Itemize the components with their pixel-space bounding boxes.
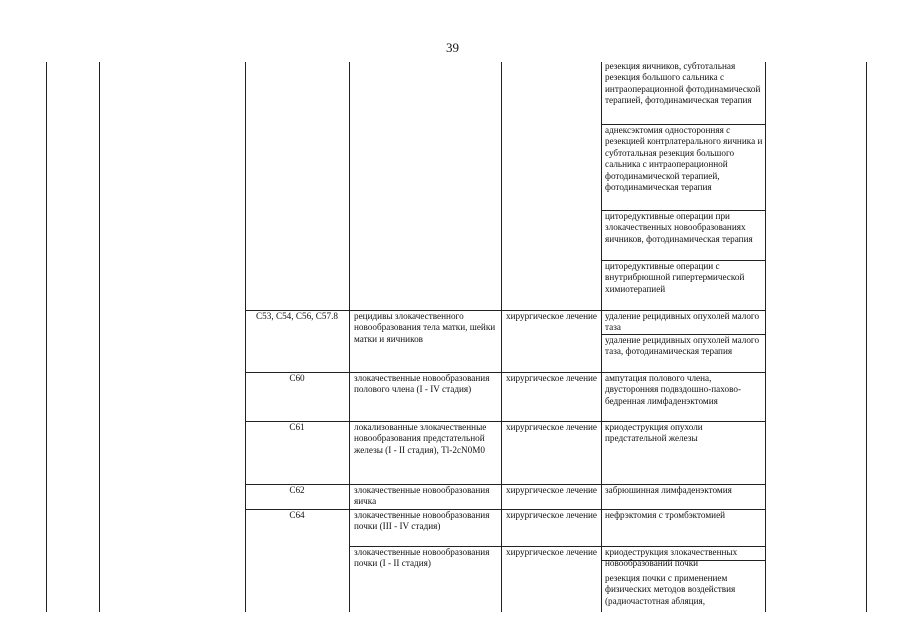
treatment-type-cell: хирургическое лечение: [506, 510, 597, 520]
diagnosis-cell: злокачественные новообразования полового члена (I - IV стадия): [354, 373, 490, 395]
treatment-type-cell: хирургическое лечение: [506, 422, 597, 432]
treatment-cell: резекция яичников, субтотальная резекция большого сальника с интраоперационной фотодинамической терапией, фотодинамическая терапия: [605, 61, 761, 106]
diagnosis-cell: злокачественные новообразования почки (I - II стадия): [354, 547, 490, 569]
treatment-cell: удаление рецидивных опухолей малого таза: [605, 311, 760, 333]
diagnosis-cell: злокачественные новообразования яичка: [354, 485, 490, 507]
code-cell: C62: [289, 485, 305, 495]
treatment-cell: забрюшинная лимфаденэктомия: [605, 485, 732, 495]
treatment-cell: аднексэктомия односторонняя с резекцией контрлатерального яичника и субтотальная резекция большого сальника с интраоперационной фотодинамической терапией, фотодинамическая терапия: [605, 125, 763, 193]
treatment-type-cell: хирургическое лечение: [506, 311, 597, 321]
treatment-cell: нефрэктомия с тромбэктомией: [605, 510, 726, 520]
treatment-cell: криодеструкция опухоли предстательной железы: [605, 422, 703, 444]
treatment-cell: ампутация полового члена, двусторонняя подвздошно-пахово-бедренная лимфаденэктомия: [605, 373, 742, 406]
treatment-cell: циторедуктивные операции при злокачественных новообразованиях яичников, фотодинамическая терапия: [605, 211, 753, 244]
diagnosis-cell: рецидивы злокачественного новообразования тела матки, шейки матки и яичников: [354, 311, 496, 344]
page-number: 39: [446, 40, 459, 55]
treatment-cell: циторедуктивные операции с внутрибрюшной гипертермической химиотерапией: [605, 261, 745, 294]
treatment-cell: криодеструкция злокачественных новообразований почки: [605, 547, 738, 569]
code-cell: C53, C54, C56, C57.8: [256, 311, 338, 321]
code-cell: C61: [289, 422, 305, 432]
treatment-cell: удаление рецидивных опухолей малого таза, фотодинамическая терапия: [605, 335, 760, 357]
treatment-type-cell: хирургическое лечение: [506, 373, 597, 383]
treatment-cell: резекция почки с применением физических методов воздействия (радиочастотная абляция,: [605, 573, 736, 606]
treatment-type-cell: хирургическое лечение: [506, 547, 597, 557]
treatment-type-cell: хирургическое лечение: [506, 485, 597, 495]
diagnosis-cell: локализованные злокачественные новообразования предстательной железы (I - II стадия), Tl-2cN0M0: [354, 422, 487, 455]
code-cell: C60: [289, 373, 305, 383]
diagnosis-cell: злокачественные новообразования почки (III - IV стадия): [354, 510, 490, 532]
code-cell: C64: [289, 510, 305, 520]
